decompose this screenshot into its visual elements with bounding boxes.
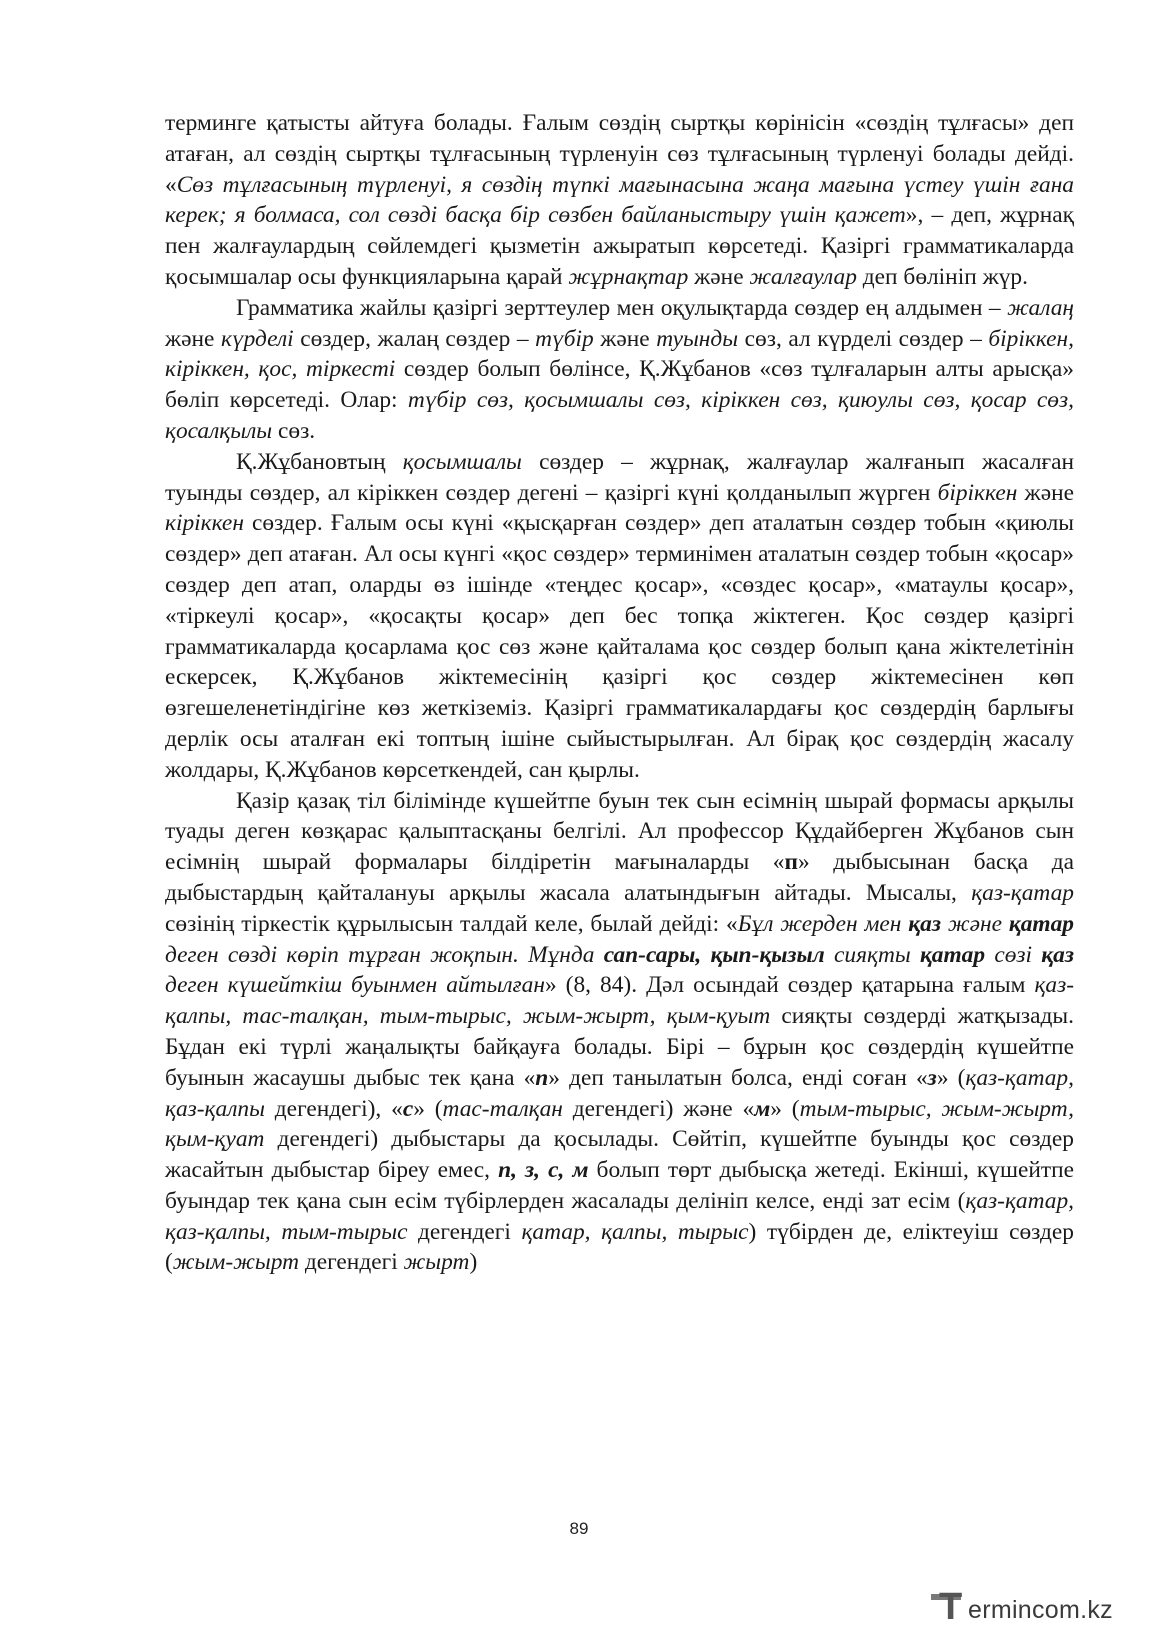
page-number: 89 — [569, 1519, 589, 1538]
emphasized-text: Сөз тұлғасының түрленуі, я сөздің түпкі мағынасына жаңа мағына үстеу үшін ғана керек; я болмаса, сол сөзді басқа бір сөзбен байланыстыру үшін қажет — [165, 171, 1074, 229]
emphasized-text: қаз-қатар, қаз-қалпы — [165, 1064, 1074, 1122]
emphasized-text: қатар — [919, 941, 986, 968]
emphasized-text: кіріккен — [165, 510, 244, 537]
emphasized-text: с — [402, 1095, 414, 1122]
emphasized-text: туынды — [656, 325, 739, 352]
emphasized-text: қатар — [1008, 910, 1074, 937]
paragraph — [165, 108, 1074, 293]
emphasized-text: жым-жырт — [172, 1249, 299, 1276]
emphasized-text: қаз — [1041, 941, 1074, 968]
document-body — [165, 108, 1074, 1278]
emphasized-text: п, з, с, м — [498, 1157, 589, 1184]
text-run: », – деп, жұрнақ пен жалғаулардың сөйлемдегі қызметін ажыратып көрсетеді. Қазіргі грамматикаларда қосымшалар осы функцияларына қарай — [165, 202, 1074, 290]
text-run: » ( — [936, 1064, 966, 1091]
text-run: сөздер – жұрнақ, жалғаулар жалғанып жасалған туынды сөздер, ал кіріккен сөздер дегені – қазіргі күні қолданылып жүрген — [165, 448, 1074, 506]
text-run: » ( — [413, 1095, 443, 1122]
text-run: » ( — [770, 1095, 800, 1122]
paragraph — [165, 447, 1074, 786]
text-run: деп бөлініп жүр. — [856, 263, 1028, 290]
emphasized-text: түбір — [535, 325, 594, 352]
emphasized-text: және — [940, 910, 1009, 937]
text-run: және — [1017, 479, 1075, 506]
emphasized-text: қосымшалы — [402, 448, 522, 475]
emphasized-text: қаз — [908, 910, 941, 937]
text-run: және — [165, 325, 222, 352]
emphasized-text: сап-сары, қып-қызыл — [603, 941, 825, 968]
paragraph — [165, 786, 1074, 1279]
emphasized-text: жұрнақтар — [568, 263, 689, 290]
logo-letter: T — [939, 1586, 963, 1628]
emphasized-text: түбір сөз, қосымшалы сөз, кіріккен сөз, қиюулы сөз, қосар сөз, қосалқылы — [165, 387, 1074, 444]
text-run: дегендегі), « — [264, 1095, 403, 1122]
emphasized-text: Бұл жерден мен — [737, 910, 909, 937]
text-run: болып төрт дыбысқа жетеді. Екінші, күшейтпе буындар тек қана сын есім түбірлерден жасалады делініп келсе, енді зат есім ( — [165, 1157, 1074, 1214]
text-run: сөз, ал күрделі сөздер – — [738, 325, 989, 352]
logo-text: ermincom.kz — [968, 1596, 1113, 1624]
emphasized-text: жырт — [403, 1249, 470, 1276]
text-run: Грамматика жайлы қазіргі зерттеулер мен оқулықтарда сөздер ең алдымен – — [236, 294, 1008, 321]
text-run: » (8, 84). Дәл осындай сөздер қатарына ғалым — [544, 972, 1035, 999]
emphasized-text: м — [754, 1095, 771, 1122]
emphasized-text: біріккен, кіріккен, қос, тіркесті — [165, 325, 1074, 383]
text-run: дегендегі) және « — [562, 1095, 755, 1122]
emphasized-text: жалаң — [1007, 294, 1074, 321]
text-run: Қазір қазақ тіл білімінде күшейтпе буын тек сын есімнің шырай формасы арқылы туады деген көзқарас қалыптасқаны белгілі. Ал профессор Құдайберген Жұбанов сын есімнің шырай формалары білдіретін мағыналарды « — [165, 787, 1074, 876]
text-run: » дыбысынан басқа да дыбыстардың қайталануы арқылы жасала алатындығын айтады. Мысалы, — [165, 849, 1074, 906]
emphasized-text: сөзі — [985, 941, 1042, 968]
text-run: сөзінің тіркестік құрылысын талдай келе, былай дейді: « — [165, 910, 738, 937]
text-run: » деп танылатын болса, енді соған « — [548, 1064, 928, 1091]
emphasized-text: біріккен — [937, 479, 1018, 506]
emphasized-text: күрделі — [221, 325, 294, 352]
text-run: және — [593, 325, 657, 352]
text-run: сөздер болып бөлінсе, Қ.Жұбанов «сөз тұлғаларын алты арысқа» бөліп көрсетеді. Олар: — [165, 356, 1074, 414]
text-run: және — [688, 263, 750, 290]
emphasized-text: тас-талқан — [442, 1095, 563, 1122]
termincom-watermark-logo — [939, 1586, 1144, 1628]
emphasized-text: жалғаулар — [749, 263, 857, 290]
emphasized-text: сияқты — [824, 941, 920, 968]
emphasized-text: қаз-қалпы, тас-талқан, тым-тырыс, жым-жырт, қым-қуыт — [165, 972, 1074, 1030]
emphasized-text: п — [784, 849, 798, 876]
text-run: ) түбірден де, еліктеуіш сөздер ( — [165, 1218, 1074, 1276]
text-run: дегендегі — [407, 1218, 522, 1245]
text-run: сөздер, жалаң сөздер – — [293, 325, 536, 352]
emphasized-text: п — [535, 1064, 549, 1091]
text-run: ) — [469, 1249, 478, 1276]
emphasized-text: қатар, қалпы, тырыс — [521, 1218, 749, 1245]
paragraph — [165, 293, 1074, 447]
text-run: Қ.Жұбановтың — [236, 448, 403, 475]
text-run: сияқты сөздерді жатқызады. Бұдан екі түрлі жаңалықты байқауға болады. Бірі – бұрын қос сөздердің күшейтпе буынын жасаушы дыбыс тек қана « — [165, 1003, 1074, 1091]
emphasized-text: қаз-қатар — [971, 879, 1074, 906]
text-run: сөз. — [272, 417, 316, 444]
emphasized-text: тым-тырыс, жым-жырт, қым-қуат — [165, 1095, 1075, 1153]
text-run: сөздер. Ғалым осы күні «қысқарған сөздер» деп аталатын сөздер тобын «қиюлы сөздер» деп атаған. Ал осы күнгі «қос сөздер» терминімен аталатын сөздер тобын «қосар» сөздер деп атап, оларды өз ішінде «теңдес қосар», «сөздес қосар», «матаулы қосар», «тіркеулі қосар», «қосақты қосар» деп бес топқа жіктеген. Қос сөздер қазіргі грамматикаларда қосарлама қос сөз және қайталама қос сөздер болып қана жіктелетінін ескерсек, Қ.Жұбанов жіктемесінің қазіргі қос сөздер жіктемесінен көп өзгешеленетіндігіне көз жеткіземіз. Қазіргі грамматикалардағы қос сөздердің барлығы дерлік осы аталған екі топтың ішіне сыйыстырылған. Ал бірақ қос сөздердің жасалу жолдары, Қ.Жұбанов көрсеткендей, сан қырлы. — [165, 510, 1074, 783]
text-run: дегендегі — [299, 1249, 404, 1276]
text-run: терминге қатысты айтуға болады. Ғалым сөздің сыртқы көрінісін «сөздің тұлғасы» деп атаған, ал сөздің сыртқы тұлғасының түрленуін сөз тұлғасының түрленуі болады дейді. « — [165, 110, 1074, 198]
emphasized-text: деген сөзді көріп тұрған жоқпын. Мұнда — [165, 941, 604, 968]
emphasized-text: қаз-қатар, қаз-қалпы, тым-тырыс — [165, 1187, 1074, 1245]
emphasized-text: деген күшейткіш буынмен айтылған — [165, 972, 545, 999]
text-run: дегендегі) дыбыстары да қосылады. Сөйтіп, күшейтпе буынды қос сөздер жасайтын дыбыстар біреу емес, — [165, 1126, 1074, 1184]
emphasized-text: з — [927, 1064, 937, 1091]
